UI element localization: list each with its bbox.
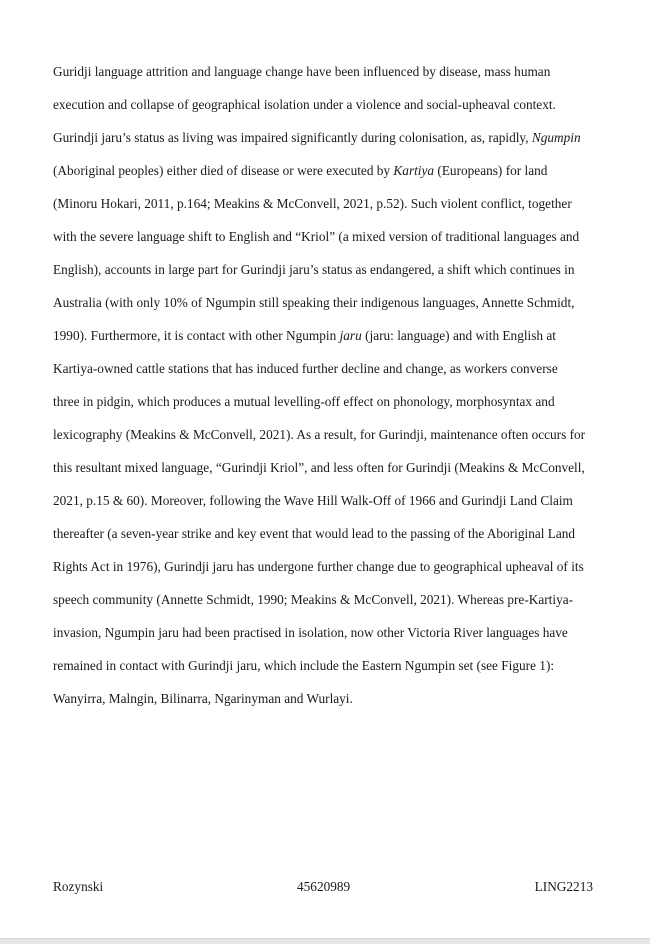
- text-run: Australia (with only 10% of Ngumpin still speaking their indigenous languages, Annette Schmidt,: [53, 295, 575, 310]
- body-paragraph: [53, 58, 598, 718]
- text-line: [53, 454, 598, 487]
- text-line: [53, 553, 598, 586]
- page-bottom-edge: [0, 938, 650, 944]
- text-line: [53, 619, 598, 652]
- text-line: [53, 421, 598, 454]
- text-line: [53, 355, 598, 388]
- text-run: lexicography (Meakins & McConvell, 2021). As a result, for Gurindji, maintenance often occurs for: [53, 427, 586, 442]
- text-run: Wanyirra, Malngin, Bilinarra, Ngarinyman and Wurlayi.: [53, 691, 353, 706]
- text-run: remained in contact with Gurindji jaru, which include the Eastern Ngumpin set (see Figure 1):: [53, 658, 555, 673]
- text-line: [53, 520, 598, 553]
- text-run: English), accounts in large part for Gurindji jaru’s status as endangered, a shift which continues in: [53, 262, 575, 277]
- text-line: [53, 190, 598, 223]
- text-run: (Minoru Hokari, 2011, p.164; Meakins & McConvell, 2021, p.52). Such violent conflict, together: [53, 196, 572, 211]
- text-line: [53, 58, 598, 91]
- footer-author: Rozynski: [53, 879, 104, 894]
- text-run: invasion, Ngumpin jaru had been practised in isolation, now other Victoria River languages have: [53, 625, 568, 640]
- italic-term: jaru: [339, 328, 362, 343]
- text-run: Gurindji jaru’s status as living was impaired significantly during colonisation, as, rapidly,: [53, 130, 532, 145]
- text-run: execution and collapse of geographical isolation under a violence and social-upheaval context.: [53, 97, 556, 112]
- text-run: (Aboriginal peoples) either died of disease or were executed by: [53, 163, 394, 178]
- text-line: [53, 586, 598, 619]
- text-line: [53, 322, 598, 355]
- text-run: (jaru: language) and with English at: [361, 328, 556, 343]
- text-line: [53, 157, 598, 190]
- footer-course-code: LING2213: [534, 879, 593, 894]
- text-line: [53, 652, 598, 685]
- text-line: [53, 289, 598, 322]
- text-run: Kartiya-owned cattle stations that has induced further decline and change, as workers converse: [53, 361, 558, 376]
- text-run: with the severe language shift to English and “Kriol” (a mixed version of traditional languages and: [53, 229, 580, 244]
- text-line: [53, 487, 598, 520]
- footer-student-id: 45620989: [297, 879, 351, 894]
- page-footer: [53, 877, 593, 897]
- text-run: this resultant mixed language, “Gurindji Kriol”, and less often for Gurindji (Meakins & McConvell,: [53, 460, 585, 475]
- text-line: [53, 124, 598, 157]
- text-line: [53, 388, 598, 421]
- text-run: 1990). Furthermore, it is contact with other Ngumpin: [53, 328, 340, 343]
- text-run: Rights Act in 1976), Gurindji jaru has undergone further change due to geographical upheaval of its: [53, 559, 584, 574]
- text-line: [53, 223, 598, 256]
- text-line: [53, 91, 598, 124]
- italic-term: Kartiya: [393, 163, 435, 178]
- text-line: [53, 685, 598, 718]
- text-run: three in pidgin, which produces a mutual levelling-off effect on phonology, morphosyntax and: [53, 394, 555, 409]
- text-run: (Europeans) for land: [434, 163, 548, 178]
- text-run: Guridji language attrition and language change have been influenced by disease, mass human: [53, 64, 551, 79]
- text-line: [53, 256, 598, 289]
- text-run: 2021, p.15 & 60). Moreover, following the Wave Hill Walk-Off of 1966 and Gurindji Land Claim: [53, 493, 573, 508]
- text-run: speech community (Annette Schmidt, 1990; Meakins & McConvell, 2021). Whereas pre-Kartiya-: [53, 592, 574, 607]
- text-run: thereafter (a seven-year strike and key event that would lead to the passing of the Aboriginal Land: [53, 526, 576, 541]
- italic-term: Ngumpin: [531, 130, 581, 145]
